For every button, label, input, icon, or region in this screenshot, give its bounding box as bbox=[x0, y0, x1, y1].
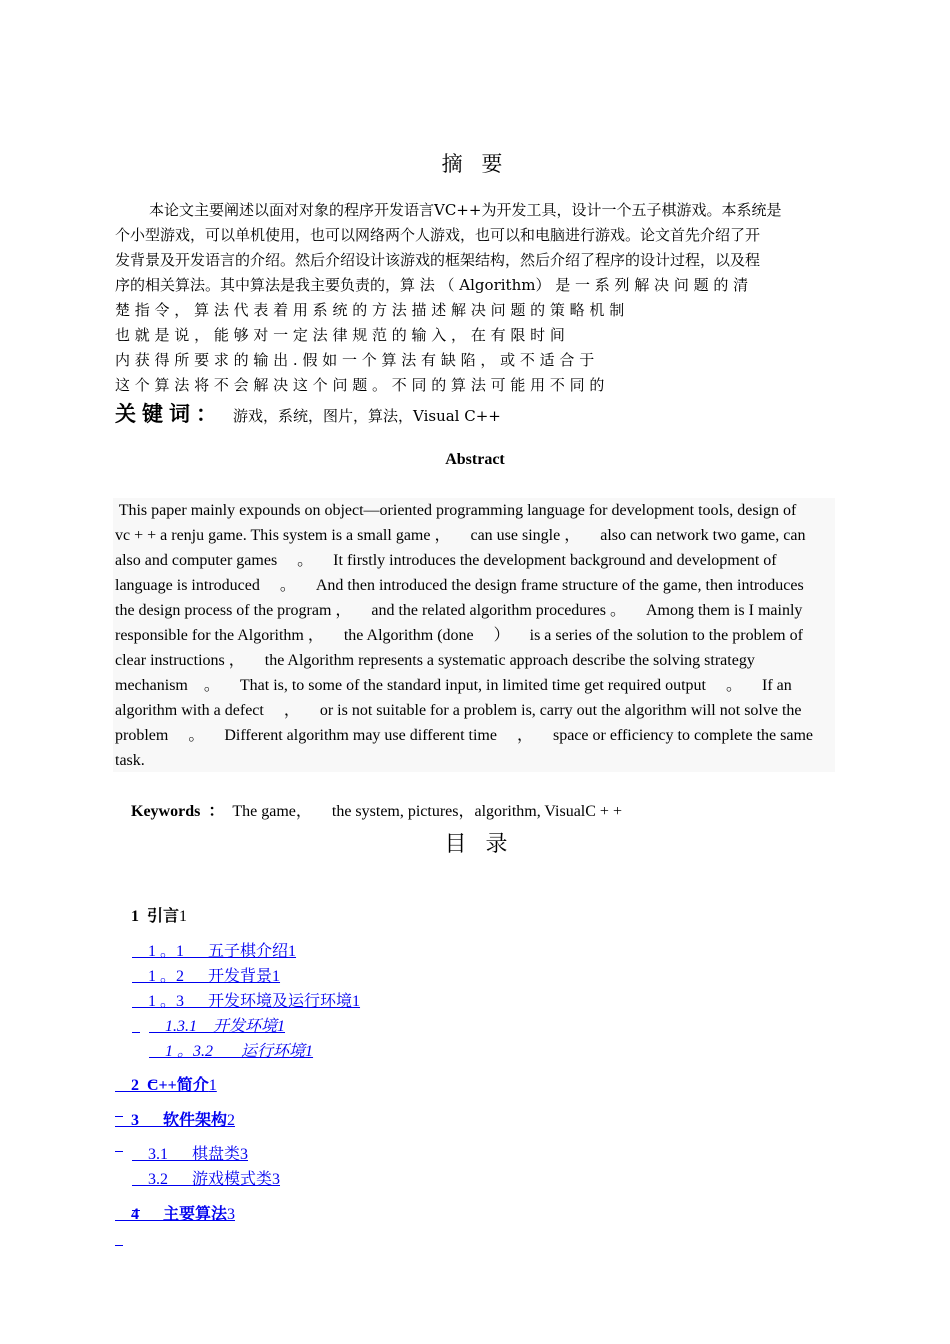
abstract-en-line: mechanism 。 That is, to some of the standard input, in limited time get required output 。 If an bbox=[115, 677, 792, 694]
abstract-en-line: vc + + a renju game. This system is a small game ， can use single ， also can network two game, can bbox=[115, 527, 806, 544]
abstract-en-line: problem 。 Different algorithm may use different time ， space or efficiency to complete the same bbox=[115, 727, 814, 744]
toc-entry-number: 2 bbox=[131, 1077, 139, 1094]
toc-entry-page: 3 bbox=[227, 1206, 236, 1223]
toc-entry-label: 主要算法 bbox=[163, 1206, 228, 1223]
keywords-en-label: Keywords ： bbox=[131, 803, 225, 820]
toc-entry-label: C++简介 bbox=[147, 1077, 209, 1094]
toc-entry-page: 1 bbox=[179, 908, 188, 925]
abstract-en-line: also and computer games 。 It firstly introduces the development background and development of bbox=[115, 552, 777, 569]
abstract-en-line: language is introduced 。 And then introduced the design frame structure of the game, then introduces bbox=[115, 577, 804, 594]
toc-entry-label: 开发环境及运行环境 bbox=[208, 993, 353, 1010]
toc-link[interactable] bbox=[115, 1177, 235, 1252]
toc-entry-page: 3 bbox=[272, 1171, 281, 1188]
abstract-en-line: the design process of the program ， and the related algorithm procedures 。 Among them is I mainly bbox=[115, 602, 803, 619]
abstract-cn-line: 楚 指 令 ， 算 法 代 表 着 用 系 统 的 方 法 描 述 解 决 问 题 的 策 略 机 制 bbox=[115, 301, 625, 319]
abstract-cn-line: 发背景及开发语言的介绍。然后介绍设计该游戏的框架结构，然后介绍了程序的设计过程，以及程 bbox=[115, 251, 761, 269]
toc-entry-number: 4 bbox=[131, 1206, 139, 1223]
toc-entry-label: 引言 bbox=[147, 908, 180, 925]
abstract-en-title: Abstract bbox=[445, 451, 505, 468]
toc-entry-page: 1 bbox=[277, 1018, 286, 1035]
abstract-cn-line: 个小型游戏，可以单机使用，也可以网络两个人游戏，也可以和电脑进行游戏。论文首先介绍了开 bbox=[115, 226, 761, 244]
toc-entry-page: 1 bbox=[352, 993, 361, 1010]
toc-entry-page: 2 bbox=[227, 1112, 236, 1129]
toc-entry-number: 3.2 bbox=[148, 1171, 168, 1188]
abstract-cn-title: 摘 要 bbox=[441, 152, 509, 176]
toc-entry-page: 1 bbox=[272, 968, 281, 985]
keywords-cn-label: 关键词： bbox=[115, 402, 223, 426]
toc-entry-number: 1 。1 bbox=[148, 943, 185, 960]
toc-entry-label: 开发环境 bbox=[213, 1018, 278, 1035]
toc-entry-page: 1 bbox=[208, 1077, 217, 1094]
toc-entry-label: 开发背景 bbox=[208, 968, 273, 985]
toc-entry-number: 1 。3 bbox=[148, 993, 185, 1010]
toc-entry-label: 运行环境 bbox=[241, 1043, 306, 1060]
abstract-cn-line: 这 个 算 法 将 不 会 解 决 这 个 问 题 。 不 同 的 算 法 可 能 用 不 同 的 bbox=[115, 376, 605, 394]
keywords-cn-value: 游戏，系统，图片，算法，Visual C++ bbox=[233, 407, 501, 425]
abstract-en-line: This paper mainly expounds on object—oriented programming language for development tools, design of bbox=[115, 502, 797, 519]
keywords-en-value: The game， the system, pictures，algorithm, VisualC + + bbox=[232, 803, 622, 820]
abstract-cn-line: 本论文主要阐述以面对对象的程序开发语言VC++为开发工具，设计一个五子棋游戏。本系统是 bbox=[149, 201, 782, 219]
toc-title: 目 录 bbox=[444, 832, 514, 857]
toc-entry-label: 棋盘类 bbox=[192, 1146, 241, 1163]
abstract-en-line: clear instructions ， the Algorithm represents a systematic approach describe the solving strategy bbox=[115, 652, 755, 669]
toc-entry-page: 1 bbox=[288, 943, 297, 960]
toc-entry-number: 3 bbox=[131, 1112, 139, 1129]
toc-entry-page: 3 bbox=[240, 1146, 249, 1163]
keywords-cn bbox=[115, 398, 501, 428]
toc-entry-number: 1.3.1 bbox=[165, 1018, 197, 1035]
toc-entry-label: 游戏模式类 bbox=[192, 1171, 273, 1188]
abstract-en-line: responsible for the Algorithm ， the Algorithm (done ） is a series of the solution to the problem of bbox=[115, 627, 803, 644]
toc-entry-number: 1 bbox=[131, 908, 139, 925]
toc-entry-label: 软件架构 bbox=[163, 1112, 228, 1129]
toc-entry-number: 3.1 bbox=[148, 1146, 168, 1163]
toc-entry-number: 1 。3.2 bbox=[165, 1043, 214, 1060]
abstract-en-line: task. bbox=[115, 752, 145, 769]
abstract-cn-line: 序的相关算法。其中算法是我主要负责的，算 法 （ Algorithm） 是 一 系 列 解 决 问 题 的 清 bbox=[115, 276, 749, 294]
toc-entry-number: 1 。2 bbox=[148, 968, 185, 985]
abstract-cn-line: 也 就 是 说 ， 能 够 对 一 定 法 律 规 范 的 输 入 ， 在 有 限 时 间 bbox=[115, 326, 565, 344]
abstract-cn-line: 内 获 得 所 要 求 的 输 出 . 假 如 一 个 算 法 有 缺 陷 ， 或 不 适 合 于 bbox=[115, 351, 595, 369]
toc-entry-label: 五子棋介绍 bbox=[208, 943, 289, 960]
toc-entry-page: 1 bbox=[305, 1043, 314, 1060]
abstract-en-line: algorithm with a defect ， or is not suitable for a problem is, carry out the algorithm will not solve the bbox=[115, 702, 802, 719]
